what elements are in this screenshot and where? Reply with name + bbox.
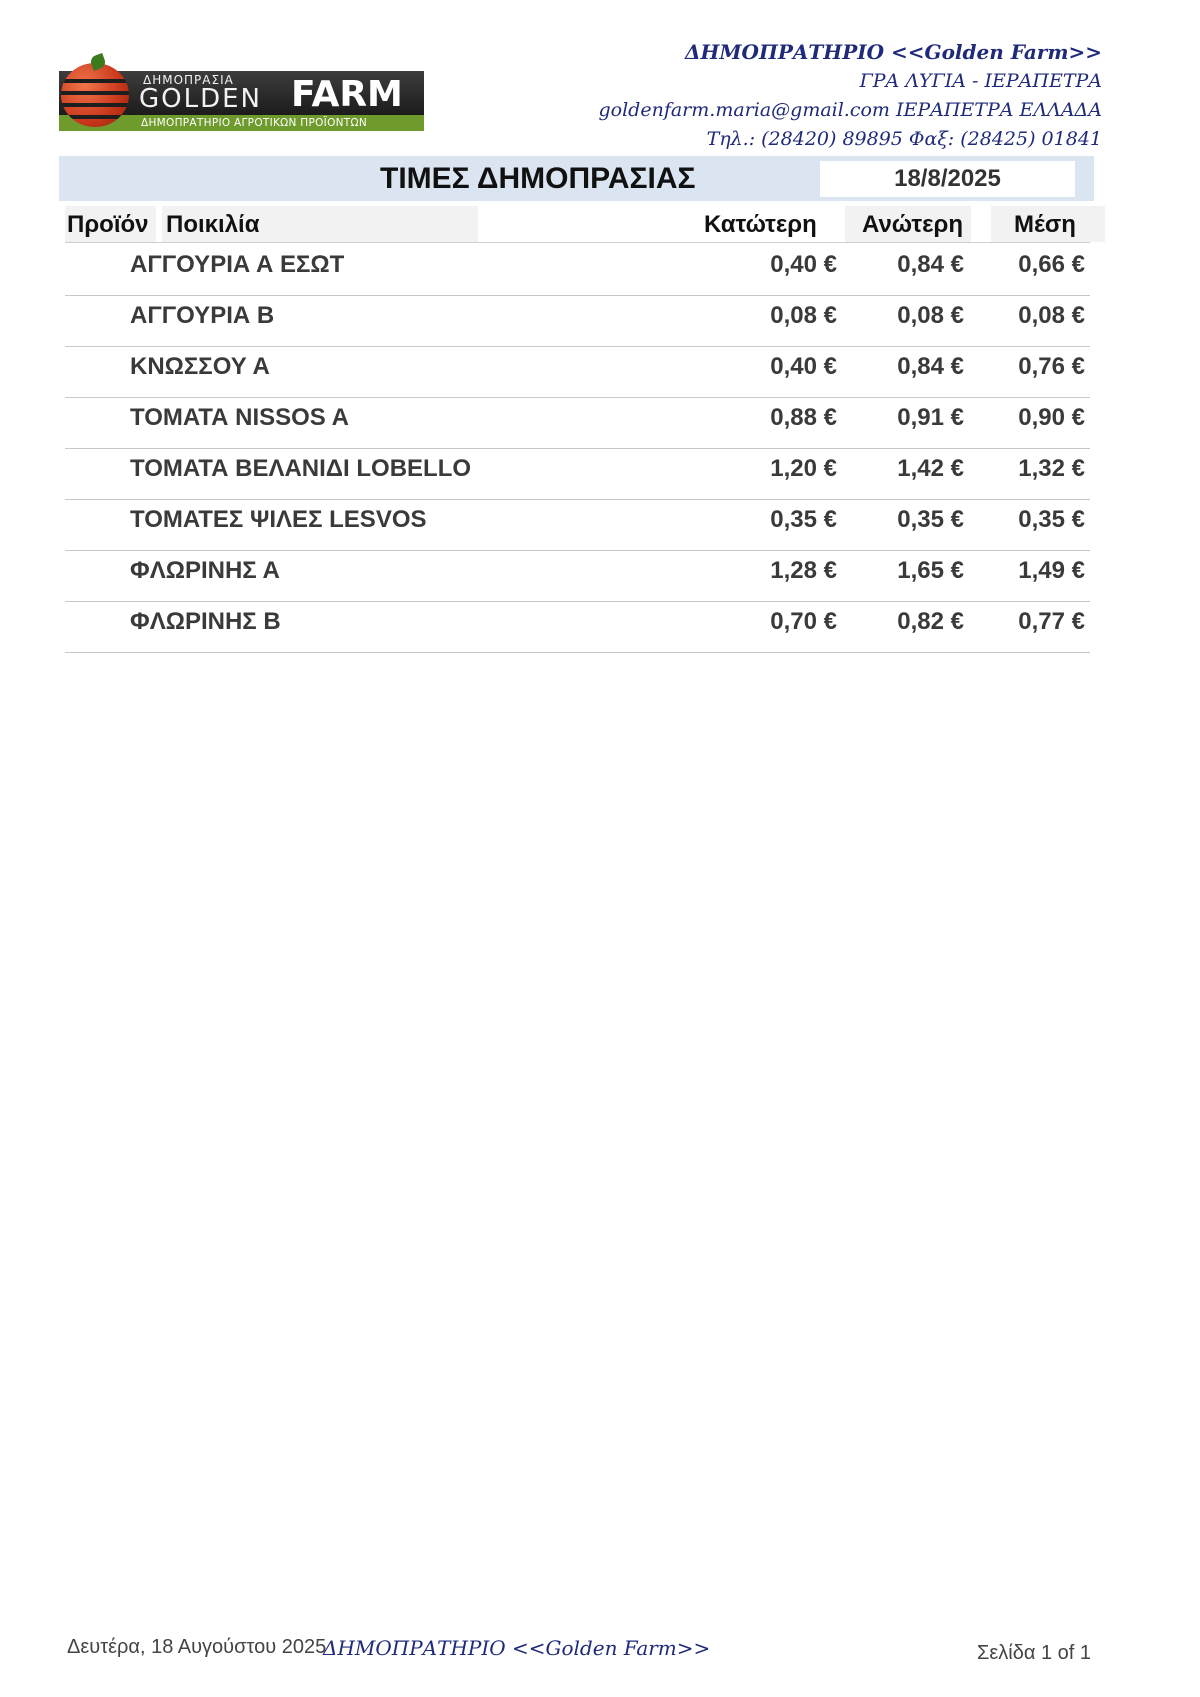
- golden-farm-logo: [59, 55, 424, 131]
- high-price-cell: 0,82 €: [897, 608, 964, 635]
- avg-price-cell: 0,35 €: [1018, 506, 1085, 533]
- logo-top-text: ΔΗΜΟΠΡΑΣΙΑ: [143, 73, 234, 87]
- variety-cell: ΤΟΜΑΤΑ NISSOS A: [130, 404, 349, 431]
- logo-band-text: ΔΗΜΟΠΡΑΤΗΡΙΟ ΑΓΡΟΤΙΚΩΝ ΠΡΟΪΟΝΤΩΝ: [141, 117, 367, 129]
- low-price-cell: 1,28 €: [770, 557, 837, 584]
- company-name: ΔΗΜΟΠΡΑΤΗΡΙΟ <<Golden Farm>>: [684, 40, 1102, 64]
- low-price-cell: 0,35 €: [770, 506, 837, 533]
- table-row: [65, 448, 1090, 500]
- logo-farm-text: FARM: [291, 74, 403, 115]
- column-header-product: Προϊόν: [67, 211, 149, 238]
- table-row: [65, 295, 1090, 347]
- column-header-low: Κατώτερη: [704, 211, 817, 238]
- variety-cell: ΑΓΓΟΥΡΙΑ Β: [130, 302, 275, 329]
- variety-cell: ΑΓΓΟΥΡΙΑ Α ΕΣΩΤ: [130, 251, 345, 278]
- footer-date: Δευτέρα, 18 Αυγούστου 2025: [67, 1636, 327, 1658]
- avg-price-cell: 0,76 €: [1018, 353, 1085, 380]
- header-divider: [65, 242, 1090, 243]
- variety-cell: ΤΟΜΑΤΑ ΒΕΛΑΝΙΔΙ LOBELLO: [130, 455, 472, 482]
- company-email: goldenfarm.maria@gmail.com ΙΕΡΑΠΕΤΡΑ ΕΛΛΑΔΑ: [598, 99, 1102, 121]
- variety-cell: ΦΛΩΡΙΝΗΣ Α: [130, 557, 280, 584]
- high-price-cell: 0,08 €: [897, 302, 964, 329]
- avg-price-cell: 1,49 €: [1018, 557, 1085, 584]
- low-price-cell: 0,70 €: [770, 608, 837, 635]
- low-price-cell: 0,40 €: [770, 251, 837, 278]
- low-price-cell: 0,40 €: [770, 353, 837, 380]
- variety-cell: ΦΛΩΡΙΝΗΣ Β: [130, 608, 281, 635]
- table-row: [65, 601, 1090, 653]
- auction-date: 18/8/2025: [820, 161, 1075, 197]
- column-header-high: Ανώτερη: [862, 211, 964, 238]
- low-price-cell: 1,20 €: [770, 455, 837, 482]
- low-price-cell: 0,08 €: [770, 302, 837, 329]
- company-info: [599, 38, 1103, 154]
- table-row: [65, 346, 1090, 398]
- table-row: [65, 244, 1090, 296]
- footer-company: ΔΗΜΟΠΡΑΤΗΡΙΟ <<Golden Farm>>: [323, 1636, 711, 1660]
- company-address: ΓΡΑ ΛΥΓΙΑ - ΙΕΡΑΠΕΤΡΑ: [859, 70, 1102, 92]
- variety-cell: ΚΝΩΣΣΟΥ Α: [130, 353, 270, 380]
- high-price-cell: 0,84 €: [897, 353, 964, 380]
- tomato-icon: [61, 63, 129, 127]
- table-row: [65, 499, 1090, 551]
- variety-cell: ΤΟΜΑΤΕΣ ΨΙΛΕΣ LESVOS: [130, 506, 427, 533]
- avg-price-cell: 1,32 €: [1018, 455, 1085, 482]
- table-row: [65, 397, 1090, 449]
- avg-price-cell: 0,66 €: [1018, 251, 1085, 278]
- avg-price-cell: 0,90 €: [1018, 404, 1085, 431]
- logo-golden-text: GOLDEN: [139, 84, 262, 114]
- high-price-cell: 1,42 €: [897, 455, 964, 482]
- high-price-cell: 0,84 €: [897, 251, 964, 278]
- table-row: [65, 550, 1090, 602]
- high-price-cell: 1,65 €: [897, 557, 964, 584]
- low-price-cell: 0,88 €: [770, 404, 837, 431]
- company-phone-fax: Τηλ.: (28420) 89895 Φαξ: (28425) 01841: [706, 128, 1102, 150]
- high-price-cell: 0,91 €: [897, 404, 964, 431]
- footer-page-number: Σελίδα 1 of 1: [976, 1642, 1091, 1664]
- column-header-avg: Μέση: [1014, 211, 1076, 238]
- avg-price-cell: 0,08 €: [1018, 302, 1085, 329]
- column-header-variety: Ποικιλία: [166, 211, 260, 238]
- page-title: ΤΙΜΕΣ ΔΗΜΟΠΡΑΣΙΑΣ: [380, 162, 696, 195]
- avg-price-cell: 0,77 €: [1018, 608, 1085, 635]
- high-price-cell: 0,35 €: [897, 506, 964, 533]
